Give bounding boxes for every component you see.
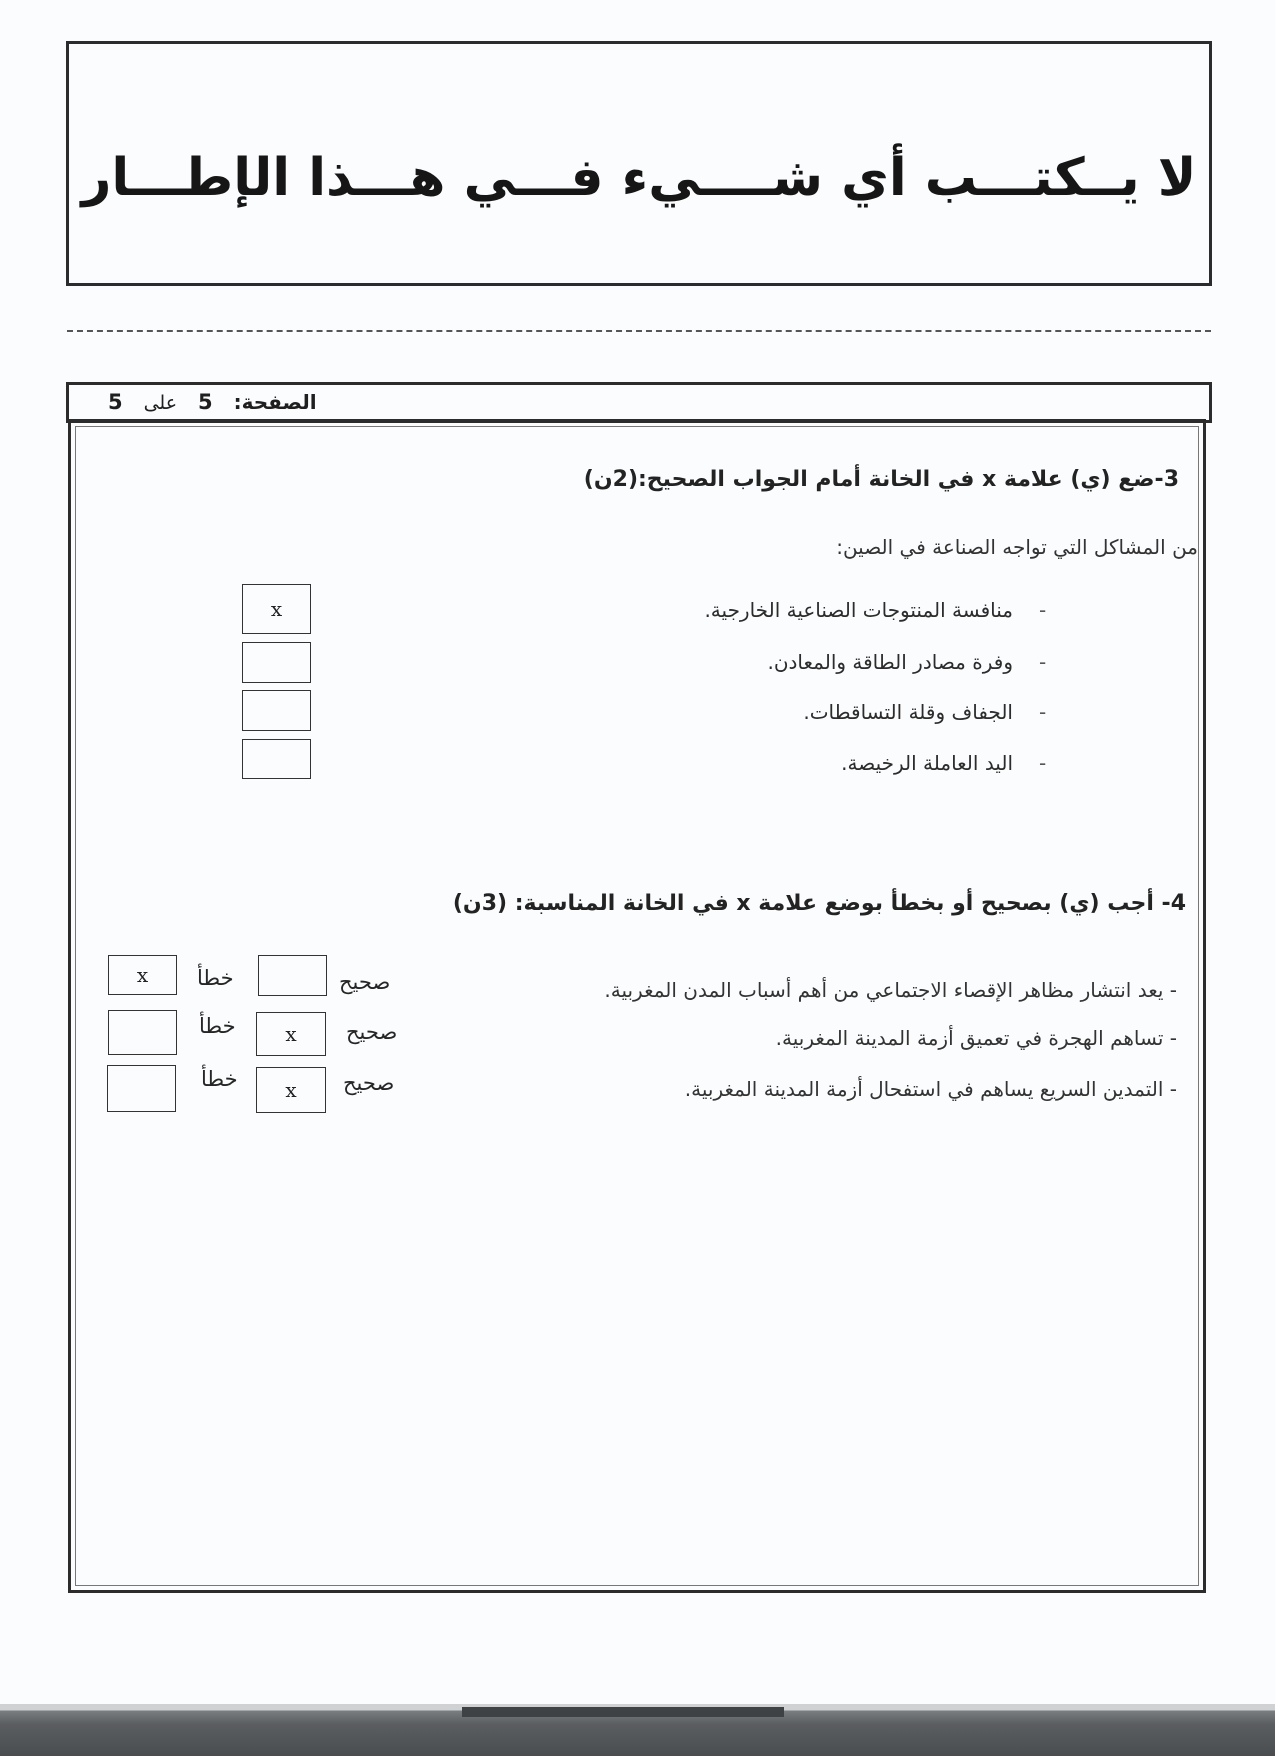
page-current: 5 xyxy=(198,390,213,414)
statement-3-false-checkbox[interactable] xyxy=(107,1065,176,1112)
statement-1-true-checkbox[interactable] xyxy=(258,955,327,996)
question-3-title: 3-ضع (ي) علامة x في الخانة أمام الجواب الصحيح:(2ن) xyxy=(583,467,1179,492)
option-bullet: - xyxy=(1039,751,1047,775)
reserved-frame xyxy=(66,41,1212,286)
page-indicator-bar xyxy=(66,382,1212,423)
question-4-statement-1: - يعد انتشار مظاهر الإقصاء الاجتماعي من أهم أسباب المدن المغربية. xyxy=(604,978,1177,1002)
true-label: صحيح xyxy=(343,1071,395,1095)
question-3-option-4: اليد العاملة الرخيصة. xyxy=(841,751,1013,775)
question-3-stem: من المشاكل التي تواجه الصناعة في الصين: xyxy=(836,535,1198,559)
true-label: صحيح xyxy=(339,970,391,994)
question-3-option-1: منافسة المنتوجات الصناعية الخارجية. xyxy=(704,598,1013,622)
statement-1-false-checkbox[interactable]: x xyxy=(108,955,177,995)
option-1-checkbox[interactable]: x xyxy=(242,584,311,634)
statement-3-true-checkbox[interactable]: x xyxy=(256,1067,326,1113)
statement-2-true-checkbox[interactable]: x xyxy=(256,1012,326,1056)
page-indicator xyxy=(94,390,317,414)
option-bullet: - xyxy=(1039,700,1047,724)
option-bullet: - xyxy=(1039,598,1047,622)
page-label: الصفحة: xyxy=(233,390,317,414)
option-4-checkbox[interactable] xyxy=(242,739,311,779)
question-4-statement-2: - تساهم الهجرة في تعميق أزمة المدينة المغربية. xyxy=(775,1026,1177,1050)
question-4-title: 4- أجب (ي) بصحيح أو بخطأ بوضع علامة x في الخانة المناسبة: (3ن) xyxy=(452,891,1186,916)
question-3-option-3: الجفاف وقلة التساقطات. xyxy=(803,700,1013,724)
statement-2-false-checkbox[interactable] xyxy=(108,1010,177,1055)
false-label: خطأ xyxy=(201,1067,238,1091)
answer-frame xyxy=(68,419,1206,1593)
question-4-statement-3: - التمدين السريع يساهم في استفحال أزمة المدينة المغربية. xyxy=(684,1077,1177,1101)
scan-edge-tab xyxy=(462,1707,784,1717)
option-2-checkbox[interactable] xyxy=(242,642,311,683)
false-label: خطأ xyxy=(197,966,234,990)
option-3-checkbox[interactable] xyxy=(242,690,311,731)
true-label: صحيح xyxy=(346,1020,398,1044)
cut-line xyxy=(67,330,1211,332)
option-bullet: - xyxy=(1039,650,1047,674)
page-total: 5 xyxy=(108,390,123,414)
reserved-frame-notice: لا يــكتـــب أي شــــيء فـــي هـــذا الإطـــار xyxy=(81,148,1197,208)
false-label: خطأ xyxy=(199,1014,236,1038)
page-separator: على xyxy=(143,392,178,414)
question-3-option-2: وفرة مصادر الطاقة والمعادن. xyxy=(767,650,1013,674)
